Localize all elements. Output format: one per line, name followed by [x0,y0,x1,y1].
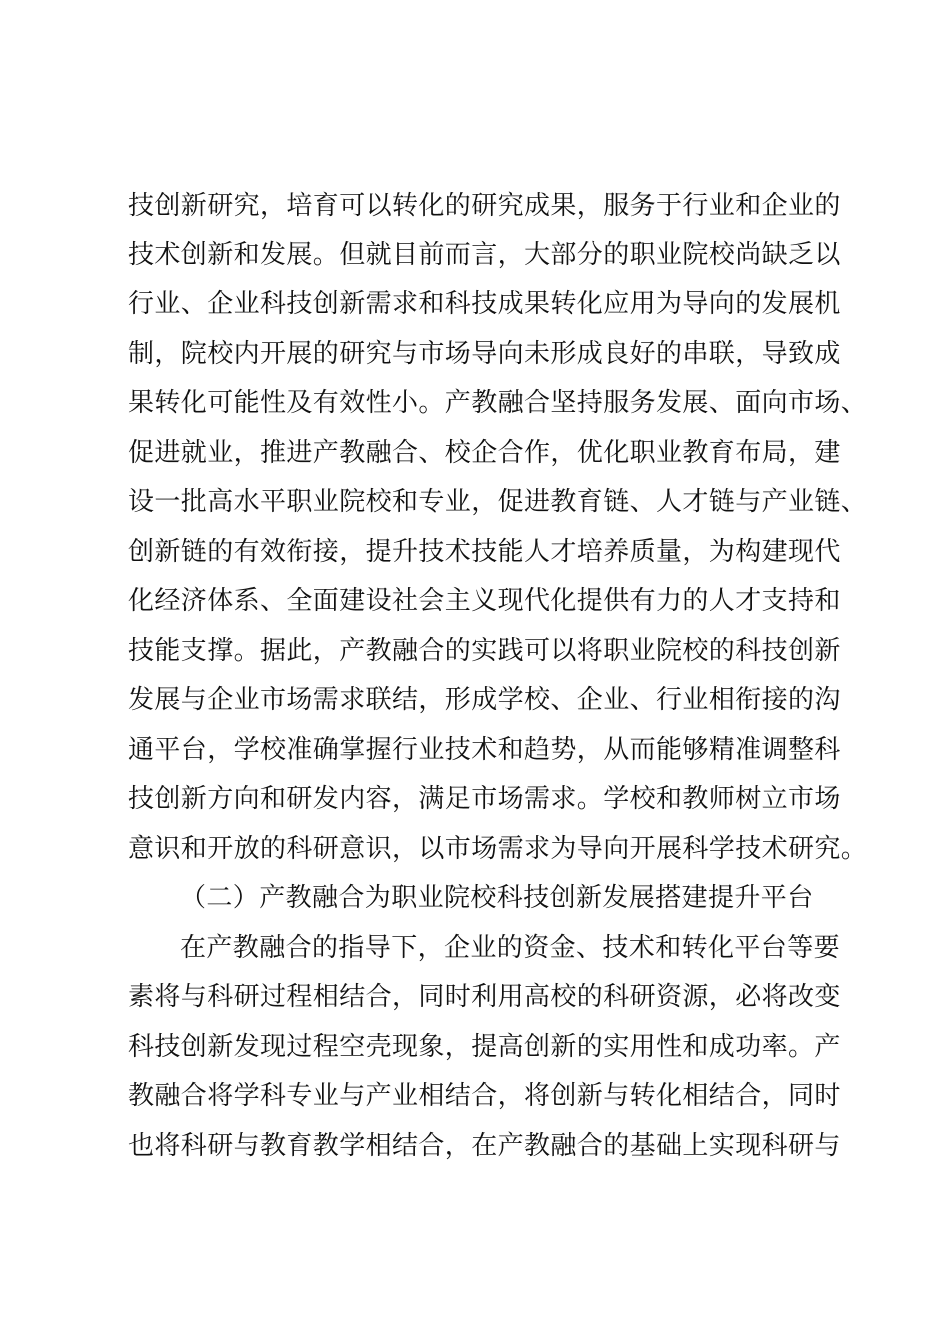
body-line: 果转化可能性及有效性小。产教融合坚持服务发展、面向市场、 [128,388,868,418]
body-line: 化经济体系、全面建设社会主义现代化提供有力的人才支持和 [128,586,841,616]
body-line: 技创新研究，培育可以转化的研究成果，服务于行业和企业的 [128,191,841,221]
body-line: 科技创新发现过程空壳现象，提高创新的实用性和成功率。产 [128,1032,841,1062]
body-line: 设一批高水平职业院校和专业，促进教育链、人才链与产业链、 [128,487,868,517]
body-line: 制，院校内开展的研究与市场导向未形成良好的串联，导致成 [128,339,841,369]
body-line: 创新链的有效衔接，提升技术技能人才培养质量，为构建现代 [128,537,841,567]
body-line: 发展与企业市场需求联结，形成学校、企业、行业相衔接的沟 [128,685,841,715]
paragraph-first-line: 在产教融合的指导下，企业的资金、技术和转化平台等要 [180,933,841,963]
body-line: 教融合将学科专业与产业相结合，将创新与转化相结合，同时 [128,1081,841,1111]
body-line: 素将与科研过程相结合，同时利用高校的科研资源，必将改变 [128,982,841,1012]
body-line: 通平台，学校准确掌握行业技术和趋势，从而能够精准调整科 [128,735,841,765]
body-line: 技能支撑。据此，产教融合的实践可以将职业院校的科技创新 [128,636,841,666]
body-line: 也将科研与教育教学相结合，在产教融合的基础上实现科研与 [128,1131,841,1161]
body-line: 技术创新和发展。但就目前而言，大部分的职业院校尚缺乏以 [128,240,841,270]
section-heading: （二）产教融合为职业院校科技创新发展搭建提升平台 [180,883,814,913]
body-line: 技创新方向和研发内容，满足市场需求。学校和教师树立市场 [128,784,841,814]
body-line: 意识和开放的科研意识，以市场需求为导向开展科学技术研究。 [128,834,868,864]
body-line: 促进就业，推进产教融合、校企合作，优化职业教育布局，建 [128,438,841,468]
body-line: 行业、企业科技创新需求和科技成果转化应用为导向的发展机 [128,289,841,319]
